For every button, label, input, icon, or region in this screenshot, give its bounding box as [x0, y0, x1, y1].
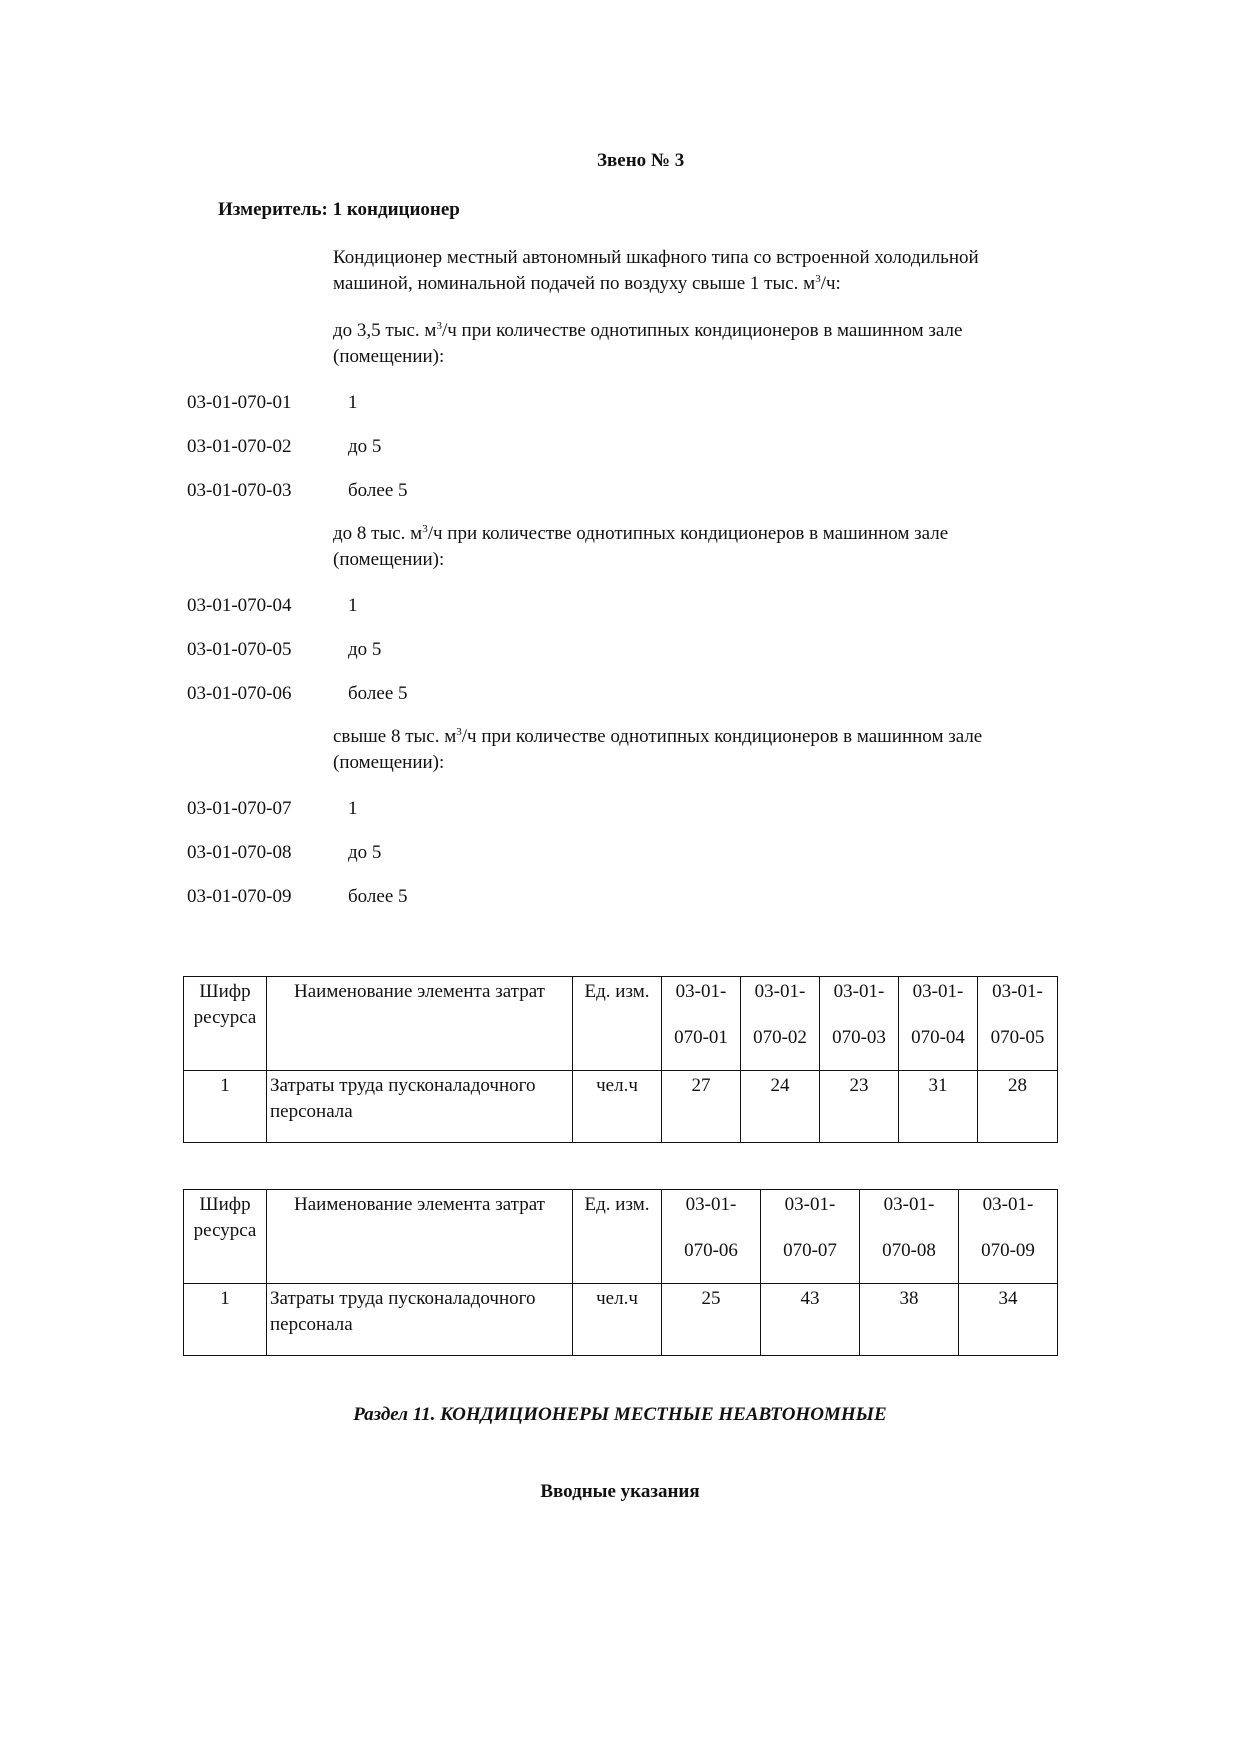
- item-value: 1: [348, 595, 358, 616]
- group-heading: до 3,5 тыс. $м^3/ч$ при количестве однотипных кондиционеров в машинном зале (помещении):: [333, 320, 963, 367]
- table-row: [184, 1071, 1058, 1143]
- header-cost-element: Наименование элемента затрат: [267, 1190, 573, 1284]
- cost-table-2: [183, 1189, 1058, 1356]
- measure-label: Измеритель: 1 кондиционер: [218, 199, 460, 220]
- header-resource-code: Шифр ресурса: [184, 977, 267, 1071]
- cell-cost-element: Затраты труда пусконаладочного персонала: [267, 1284, 573, 1356]
- cell-value: 24: [741, 1071, 820, 1143]
- header-norm-code: 03-01- 070-03: [820, 977, 899, 1071]
- item-code: 03-01-070-01: [187, 392, 292, 413]
- item-value: до 5: [348, 639, 382, 660]
- item-code: 03-01-070-04: [187, 595, 292, 616]
- cell-resource-code: 1: [184, 1071, 267, 1143]
- header-norm-code: 03-01- 070-06: [662, 1190, 761, 1284]
- item-code: 03-01-070-09: [187, 886, 292, 907]
- table-header-row: [184, 977, 1058, 1071]
- item-code: 03-01-070-02: [187, 436, 292, 457]
- cell-cost-element: Затраты труда пусконаладочного персонала: [267, 1071, 573, 1143]
- item-value: более 5: [348, 480, 408, 501]
- item-code: 03-01-070-06: [187, 683, 292, 704]
- item-code: 03-01-070-05: [187, 639, 292, 660]
- item-code: 03-01-070-08: [187, 842, 292, 863]
- header-norm-code: 03-01- 070-08: [860, 1190, 959, 1284]
- item-value: более 5: [348, 683, 408, 704]
- cell-value: 28: [978, 1071, 1058, 1143]
- table-row: [184, 1284, 1058, 1356]
- header-norm-code: 03-01- 070-02: [741, 977, 820, 1071]
- item-value: 1: [348, 392, 358, 413]
- cell-unit: чел.ч: [573, 1071, 662, 1143]
- header-norm-code: 03-01- 070-07: [761, 1190, 860, 1284]
- cell-value: 34: [959, 1284, 1058, 1356]
- cell-value: 38: [860, 1284, 959, 1356]
- item-code: 03-01-070-07: [187, 798, 292, 819]
- cell-value: 43: [761, 1284, 860, 1356]
- item-value: до 5: [348, 842, 382, 863]
- table-header-row: [184, 1190, 1058, 1284]
- header-norm-code: 03-01- 070-04: [899, 977, 978, 1071]
- header-unit: Ед. изм.: [573, 977, 662, 1071]
- cell-value: 27: [662, 1071, 741, 1143]
- cell-unit: чел.ч: [573, 1284, 662, 1356]
- header-norm-code: 03-01- 070-09: [959, 1190, 1058, 1284]
- item-value: 1: [348, 798, 358, 819]
- zveno-title: Звено № 3: [597, 150, 685, 171]
- header-cost-element: Наименование элемента затрат: [267, 977, 573, 1071]
- header-norm-code: 03-01- 070-05: [978, 977, 1058, 1071]
- item-code: 03-01-070-03: [187, 480, 292, 501]
- cell-value: 23: [820, 1071, 899, 1143]
- item-value: до 5: [348, 436, 382, 457]
- intro-title: Вводные указания: [540, 1481, 700, 1502]
- cell-value: 31: [899, 1071, 978, 1143]
- group-heading: до 8 тыс. $м^3/ч$ при количестве однотипных кондиционеров в машинном зале (помещении):: [333, 523, 949, 570]
- cost-table-1: [183, 976, 1058, 1143]
- description-paragraph: Кондиционер местный автономный шкафного типа со встроенной холодильной машиной, номинальной подачей по воздуху свыше 1 тыс. $м^3/ч$:: [333, 247, 979, 294]
- group-heading: свыше 8 тыс. $м^3/ч$ при количестве однотипных кондиционеров в машинном зале (помещении):: [333, 726, 983, 773]
- header-norm-code: 03-01- 070-01: [662, 977, 741, 1071]
- cell-resource-code: 1: [184, 1284, 267, 1356]
- header-resource-code: Шифр ресурса: [184, 1190, 267, 1284]
- header-unit: Ед. изм.: [573, 1190, 662, 1284]
- item-value: более 5: [348, 886, 408, 907]
- section-title: Раздел 11. КОНДИЦИОНЕРЫ МЕСТНЫЕ НЕАВТОНОМНЫЕ: [353, 1404, 887, 1425]
- cell-value: 25: [662, 1284, 761, 1356]
